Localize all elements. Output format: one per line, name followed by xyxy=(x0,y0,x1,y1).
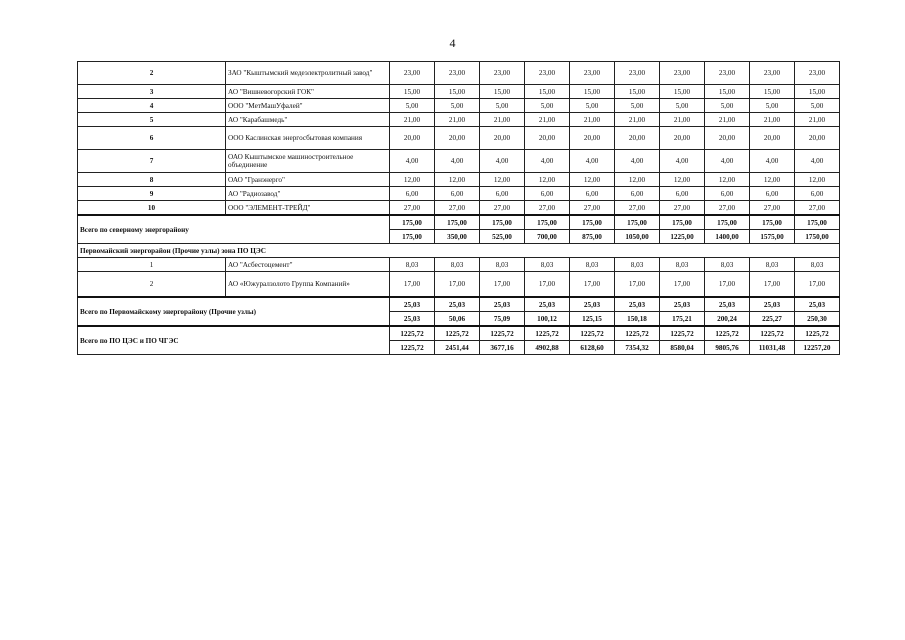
cell: 6,00 xyxy=(615,187,660,201)
cell: 5,00 xyxy=(480,99,525,113)
cell: 15,00 xyxy=(705,85,750,99)
cell: 21,00 xyxy=(705,113,750,127)
table-row xyxy=(78,113,840,127)
cell: 5,00 xyxy=(750,99,795,113)
cell: 175,00 xyxy=(435,215,480,230)
cell: 27,00 xyxy=(705,201,750,216)
cell: 17,00 xyxy=(615,272,660,298)
north-total-label: Всего по северному энергорайону xyxy=(78,215,390,244)
cell: 175,00 xyxy=(660,215,705,230)
cell: 4,00 xyxy=(480,150,525,173)
cell: 6,00 xyxy=(570,187,615,201)
table-row xyxy=(78,150,840,173)
cell: 20,00 xyxy=(795,127,840,150)
cell: 20,00 xyxy=(660,127,705,150)
cell: 6128,60 xyxy=(570,341,615,355)
cell: 17,00 xyxy=(750,272,795,298)
cell: 27,00 xyxy=(615,201,660,216)
section-header-row xyxy=(78,244,840,258)
table-row xyxy=(78,272,840,298)
cell: 20,00 xyxy=(750,127,795,150)
cell: 250,30 xyxy=(795,312,840,327)
section-title: Первомайский энергорайон (Прочие узлы) зона ПО ЦЭС xyxy=(78,244,840,258)
cell: 4,00 xyxy=(390,150,435,173)
cell: 20,00 xyxy=(390,127,435,150)
cell: 15,00 xyxy=(525,85,570,99)
org-name: ООО Каслинская энергосбытовая компания xyxy=(226,127,390,150)
cell: 15,00 xyxy=(390,85,435,99)
cell: 25,03 xyxy=(660,297,705,312)
table-row xyxy=(78,201,840,216)
cell: 12,00 xyxy=(390,173,435,187)
cell: 8,03 xyxy=(615,258,660,272)
org-name: АО "Карабашмедь" xyxy=(226,113,390,127)
cell: 27,00 xyxy=(570,201,615,216)
cell: 8,03 xyxy=(705,258,750,272)
cell: 175,00 xyxy=(615,215,660,230)
cell: 175,00 xyxy=(705,215,750,230)
cell: 5,00 xyxy=(525,99,570,113)
cell: 23,00 xyxy=(795,62,840,85)
row-number: 4 xyxy=(78,99,226,113)
cell: 6,00 xyxy=(705,187,750,201)
pervomaisky-total-label: Всего по Первомайскому энергорайону (Прочие узлы) xyxy=(78,297,390,326)
north-total-row-1 xyxy=(78,215,840,230)
cell: 1225,00 xyxy=(660,230,705,244)
cell: 20,00 xyxy=(480,127,525,150)
cell: 23,00 xyxy=(480,62,525,85)
cell: 27,00 xyxy=(660,201,705,216)
cell: 25,03 xyxy=(705,297,750,312)
cell: 75,09 xyxy=(480,312,525,327)
cell: 3677,16 xyxy=(480,341,525,355)
cell: 21,00 xyxy=(615,113,660,127)
cell: 12,00 xyxy=(570,173,615,187)
cell: 175,00 xyxy=(570,215,615,230)
cell: 21,00 xyxy=(525,113,570,127)
cell: 150,18 xyxy=(615,312,660,327)
cell: 12,00 xyxy=(705,173,750,187)
page-number: 4 xyxy=(449,36,456,50)
cell: 27,00 xyxy=(435,201,480,216)
table-row xyxy=(78,99,840,113)
cell: 8,03 xyxy=(795,258,840,272)
cell: 8,03 xyxy=(480,258,525,272)
cell: 4,00 xyxy=(435,150,480,173)
cell: 8580,04 xyxy=(660,341,705,355)
cell: 8,03 xyxy=(750,258,795,272)
cell: 23,00 xyxy=(750,62,795,85)
cell: 25,03 xyxy=(525,297,570,312)
cell: 1225,72 xyxy=(570,326,615,341)
grand-total-row-1 xyxy=(78,326,840,341)
cell: 25,03 xyxy=(795,297,840,312)
cell: 1225,72 xyxy=(660,326,705,341)
cell: 6,00 xyxy=(480,187,525,201)
table-row xyxy=(78,127,840,150)
row-number: 2 xyxy=(78,272,226,298)
cell: 15,00 xyxy=(750,85,795,99)
row-number: 3 xyxy=(78,85,226,99)
cell: 1225,72 xyxy=(390,326,435,341)
cell: 25,03 xyxy=(390,297,435,312)
org-name: АО "Асбестоцемент" xyxy=(226,258,390,272)
cell: 21,00 xyxy=(570,113,615,127)
cell: 200,24 xyxy=(705,312,750,327)
cell: 9805,76 xyxy=(705,341,750,355)
cell: 1225,72 xyxy=(390,341,435,355)
row-number: 9 xyxy=(78,187,226,201)
cell: 25,03 xyxy=(435,297,480,312)
cell: 175,00 xyxy=(525,215,570,230)
cell: 100,12 xyxy=(525,312,570,327)
cell: 175,00 xyxy=(750,215,795,230)
cell: 17,00 xyxy=(435,272,480,298)
cell: 6,00 xyxy=(390,187,435,201)
cell: 50,06 xyxy=(435,312,480,327)
cell: 175,00 xyxy=(390,230,435,244)
org-name: ОАО "Гранэнерго" xyxy=(226,173,390,187)
cell: 21,00 xyxy=(750,113,795,127)
cell: 700,00 xyxy=(525,230,570,244)
cell: 17,00 xyxy=(480,272,525,298)
cell: 8,03 xyxy=(435,258,480,272)
cell: 1225,72 xyxy=(525,326,570,341)
org-name: ООО "МетМашУфалей" xyxy=(226,99,390,113)
cell: 21,00 xyxy=(795,113,840,127)
cell: 5,00 xyxy=(570,99,615,113)
cell: 4,00 xyxy=(795,150,840,173)
cell: 12,00 xyxy=(615,173,660,187)
cell: 4,00 xyxy=(525,150,570,173)
cell: 4,00 xyxy=(705,150,750,173)
cell: 12257,20 xyxy=(795,341,840,355)
cell: 175,00 xyxy=(390,215,435,230)
cell: 21,00 xyxy=(660,113,705,127)
cell: 21,00 xyxy=(480,113,525,127)
cell: 6,00 xyxy=(795,187,840,201)
cell: 5,00 xyxy=(795,99,840,113)
cell: 25,03 xyxy=(615,297,660,312)
cell: 4,00 xyxy=(660,150,705,173)
pervomaisky-total-row-1 xyxy=(78,297,840,312)
cell: 15,00 xyxy=(795,85,840,99)
cell: 2451,44 xyxy=(435,341,480,355)
cell: 27,00 xyxy=(480,201,525,216)
cell: 8,03 xyxy=(390,258,435,272)
row-number: 5 xyxy=(78,113,226,127)
cell: 23,00 xyxy=(525,62,570,85)
row-number: 8 xyxy=(78,173,226,187)
org-name: ЗАО "Кыштымский медеэлектролитный завод" xyxy=(226,62,390,85)
cell: 15,00 xyxy=(660,85,705,99)
table-row xyxy=(78,173,840,187)
cell: 27,00 xyxy=(525,201,570,216)
capacity-table xyxy=(77,61,840,355)
cell: 23,00 xyxy=(435,62,480,85)
org-name: ООО "ЭЛЕМЕНТ-ТРЕЙД" xyxy=(226,201,390,216)
org-name: АО «Южуралзолото Группа Компаний» xyxy=(226,272,390,298)
cell: 1225,72 xyxy=(435,326,480,341)
table-row xyxy=(78,85,840,99)
cell: 23,00 xyxy=(705,62,750,85)
cell: 8,03 xyxy=(570,258,615,272)
cell: 1750,00 xyxy=(795,230,840,244)
cell: 175,00 xyxy=(795,215,840,230)
cell: 225,27 xyxy=(750,312,795,327)
cell: 4,00 xyxy=(570,150,615,173)
cell: 25,03 xyxy=(750,297,795,312)
cell: 4,00 xyxy=(750,150,795,173)
cell: 23,00 xyxy=(390,62,435,85)
cell: 17,00 xyxy=(795,272,840,298)
cell: 8,03 xyxy=(660,258,705,272)
cell: 20,00 xyxy=(615,127,660,150)
cell: 20,00 xyxy=(435,127,480,150)
table-row xyxy=(78,62,840,85)
row-number: 10 xyxy=(78,201,226,216)
cell: 125,15 xyxy=(570,312,615,327)
cell: 7354,32 xyxy=(615,341,660,355)
cell: 20,00 xyxy=(525,127,570,150)
cell: 15,00 xyxy=(570,85,615,99)
cell: 4902,88 xyxy=(525,341,570,355)
cell: 1400,00 xyxy=(705,230,750,244)
cell: 12,00 xyxy=(750,173,795,187)
cell: 17,00 xyxy=(390,272,435,298)
cell: 25,03 xyxy=(390,312,435,327)
cell: 1225,72 xyxy=(705,326,750,341)
cell: 5,00 xyxy=(615,99,660,113)
cell: 23,00 xyxy=(570,62,615,85)
cell: 1225,72 xyxy=(480,326,525,341)
cell: 1225,72 xyxy=(615,326,660,341)
cell: 875,00 xyxy=(570,230,615,244)
grand-total-label: Всего по ПО ЦЭС и ПО ЧГЭС xyxy=(78,326,390,355)
cell: 25,03 xyxy=(480,297,525,312)
cell: 6,00 xyxy=(435,187,480,201)
org-name: АО "Радиозавод" xyxy=(226,187,390,201)
cell: 1225,72 xyxy=(795,326,840,341)
cell: 15,00 xyxy=(480,85,525,99)
cell: 23,00 xyxy=(660,62,705,85)
cell: 12,00 xyxy=(660,173,705,187)
cell: 15,00 xyxy=(435,85,480,99)
cell: 27,00 xyxy=(750,201,795,216)
cell: 350,00 xyxy=(435,230,480,244)
cell: 5,00 xyxy=(390,99,435,113)
cell: 525,00 xyxy=(480,230,525,244)
cell: 1225,72 xyxy=(750,326,795,341)
row-number: 1 xyxy=(78,258,226,272)
cell: 25,03 xyxy=(570,297,615,312)
org-name: ОАО Кыштымское машиностроительное объединение xyxy=(226,150,390,173)
cell: 6,00 xyxy=(660,187,705,201)
cell: 17,00 xyxy=(525,272,570,298)
cell: 17,00 xyxy=(570,272,615,298)
cell: 175,00 xyxy=(480,215,525,230)
cell: 23,00 xyxy=(615,62,660,85)
cell: 8,03 xyxy=(525,258,570,272)
cell: 20,00 xyxy=(570,127,615,150)
row-number: 7 xyxy=(78,150,226,173)
cell: 5,00 xyxy=(435,99,480,113)
cell: 6,00 xyxy=(750,187,795,201)
cell: 12,00 xyxy=(525,173,570,187)
row-number: 2 xyxy=(78,62,226,85)
cell: 21,00 xyxy=(435,113,480,127)
cell: 6,00 xyxy=(525,187,570,201)
cell: 1050,00 xyxy=(615,230,660,244)
cell: 1575,00 xyxy=(750,230,795,244)
cell: 17,00 xyxy=(660,272,705,298)
cell: 11031,48 xyxy=(750,341,795,355)
row-number: 6 xyxy=(78,127,226,150)
cell: 5,00 xyxy=(660,99,705,113)
table-row xyxy=(78,187,840,201)
cell: 4,00 xyxy=(615,150,660,173)
cell: 20,00 xyxy=(705,127,750,150)
cell: 17,00 xyxy=(705,272,750,298)
cell: 12,00 xyxy=(435,173,480,187)
cell: 175,21 xyxy=(660,312,705,327)
table-row xyxy=(78,258,840,272)
cell: 27,00 xyxy=(390,201,435,216)
cell: 27,00 xyxy=(795,201,840,216)
cell: 12,00 xyxy=(795,173,840,187)
cell: 15,00 xyxy=(615,85,660,99)
cell: 5,00 xyxy=(705,99,750,113)
org-name: АО "Вишневогорский ГОК" xyxy=(226,85,390,99)
cell: 21,00 xyxy=(390,113,435,127)
cell: 12,00 xyxy=(480,173,525,187)
